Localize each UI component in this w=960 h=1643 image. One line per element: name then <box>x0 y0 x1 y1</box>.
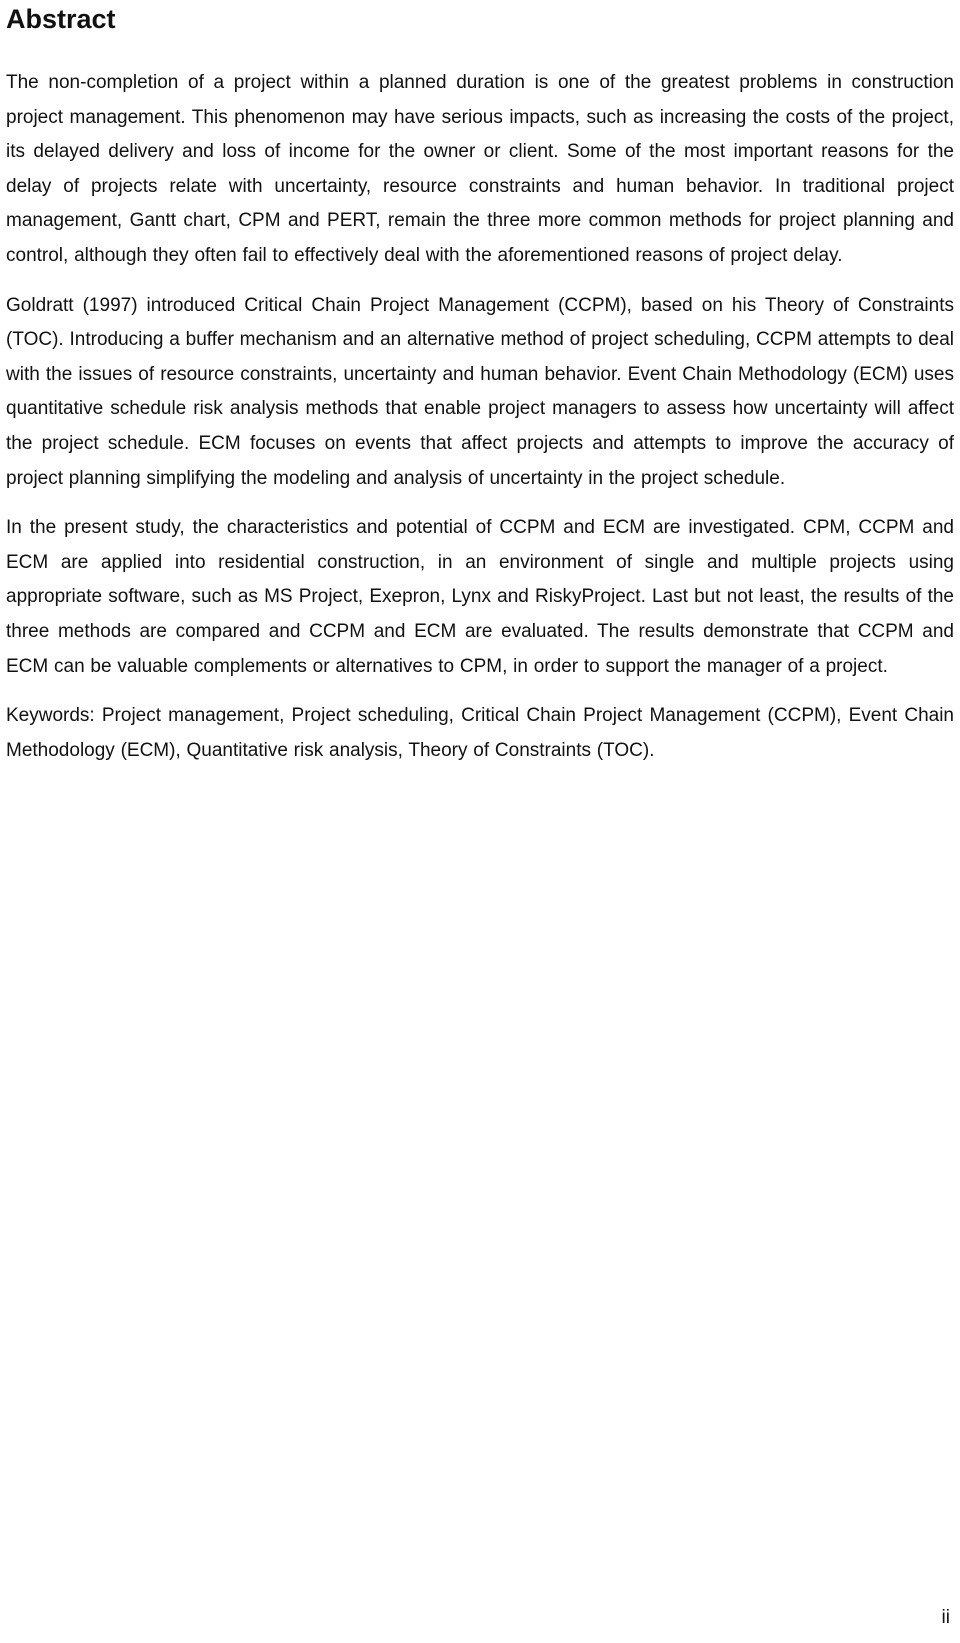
abstract-paragraph-2: Goldratt (1997) introduced Critical Chain Project Management (CCPM), based on his Theory of Constraints (TOC). Introducing a buffer mechanism and an alternative method of project scheduling, CCPM attempts to deal with the issues of resource constraints, uncertainty and human behavior. Event Chain Methodology (ECM) uses quantitative schedule risk analysis methods that enable project managers to assess how uncertainty will affect the project schedule. ECM focuses on events that affect projects and attempts to improve the accuracy of project planning simplifying the modeling and analysis of uncertainty in the project schedule. <box>6 294 954 489</box>
abstract-heading: Abstract <box>6 4 116 34</box>
keywords-paragraph: Keywords: Project management, Project scheduling, Critical Chain Project Management (CCPM), Event Chain Methodology (ECM), Quantitative risk analysis, Theory of Constraints (TOC). <box>6 705 954 761</box>
page-number: ii <box>941 1607 950 1628</box>
abstract-paragraph-3: In the present study, the characteristics and potential of CCPM and ECM are investigated. CPM, CCPM and ECM are applied into residential construction, in an environment of single and multiple projects using appropriate software, such as MS Project, Exepron, Lynx and RiskyProject. Last but not least, the results of the three methods are compared and CCPM and ECM are evaluated. The results demonstrate that CCPM and ECM can be valuable complements or alternatives to CPM, in order to support the manager of a project. <box>6 517 954 677</box>
abstract-paragraph-1: The non-completion of a project within a planned duration is one of the greatest problems in construction project management. This phenomenon may have serious impacts, such as increasing the costs of the project, its delayed delivery and loss of income for the owner or client. Some of the most important reasons for the delay of projects relate with uncertainty, resource constraints and human behavior. In traditional project management, Gantt chart, CPM and PERT, remain the three more common methods for project planning and control, although they often fail to effectively deal with the aforementioned reasons of project delay. <box>6 72 954 266</box>
